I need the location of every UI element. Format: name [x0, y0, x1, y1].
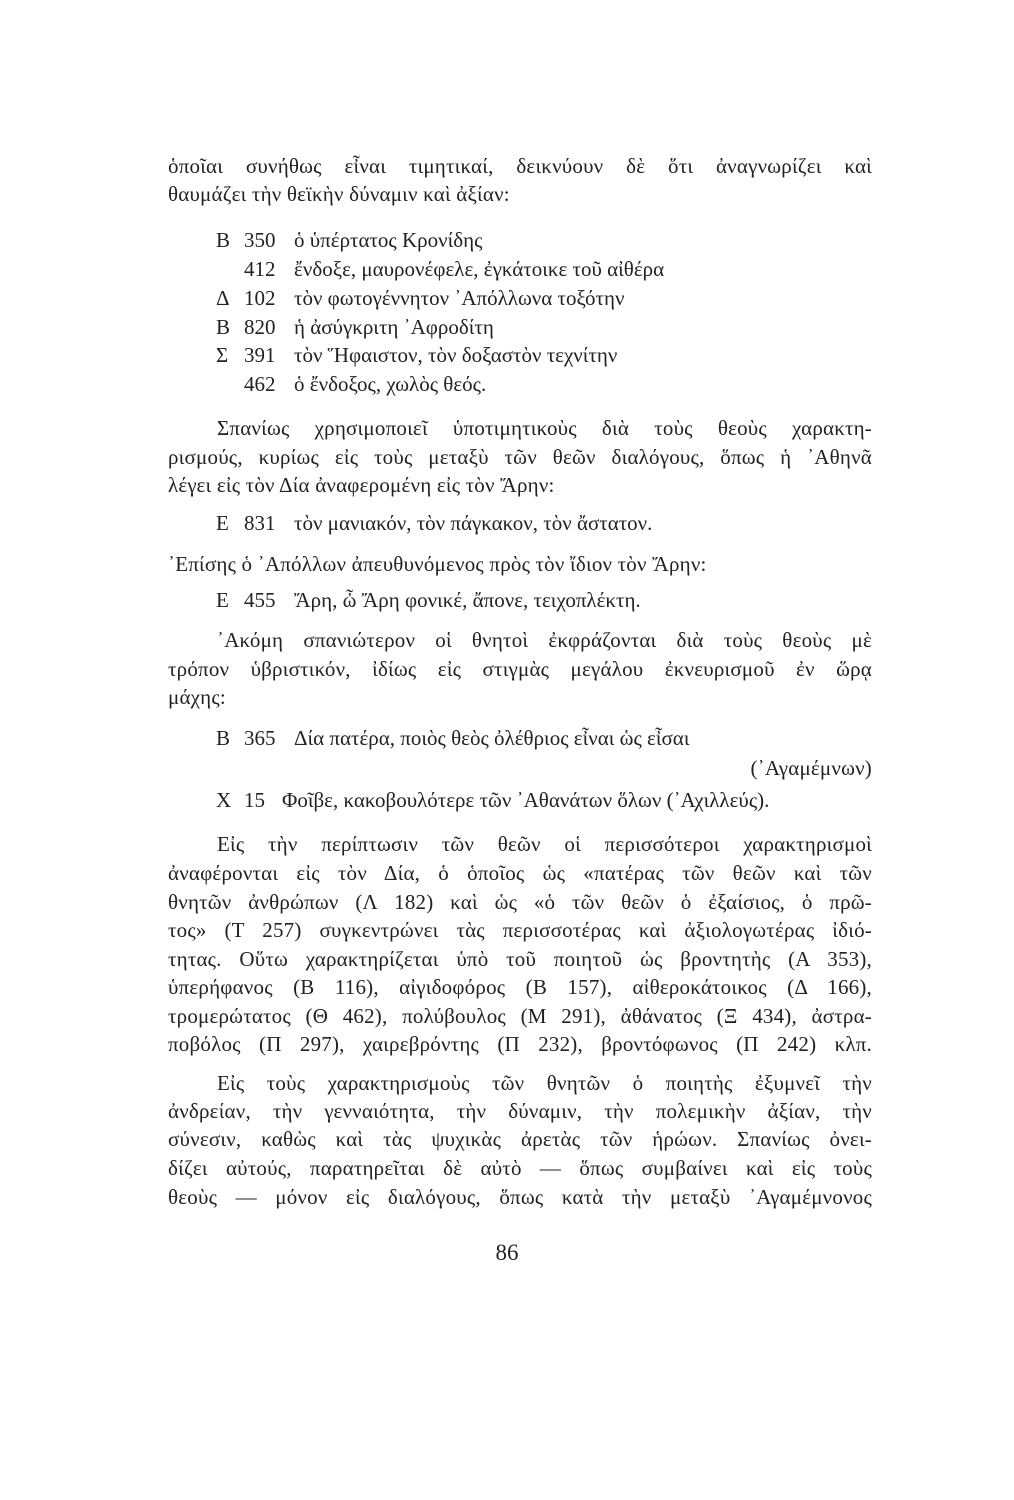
para6-line-4: δίζει αὐτούς, παρατηρεῖται δὲ αὐτὸ — ὅπως συμβαίνει καὶ εἰς τοὺς — [168, 1156, 872, 1180]
para5-line-2: ἀναφέρονται εἰς τὸν Δία, ὁ ὁποῖος ὡς «πατέρας τῶν θεῶν καὶ τῶν — [168, 861, 872, 885]
para4-line-1: ᾿Ακόμη σπανιώτερον οἱ θνητοὶ ἐκφράζονται διὰ τοὺς θεοὺς μὲ — [217, 628, 872, 652]
quote-row — [216, 506, 652, 540]
book-letter: Β — [216, 315, 231, 339]
para5-line-3: θνητῶν ἀνθρώπων (Λ 182) καὶ ὡς «ὁ τῶν θεῶν ὁ ἐξαίσιος, ὁ πρῶ- — [168, 890, 872, 914]
para5-line-6: ὑπερήφανος (Β 116), αἰγιδοφόρος (Β 157), αἰθεροκάτοικος (Δ 166), — [168, 975, 872, 999]
para4-line-3: μάχης: — [168, 685, 226, 709]
book-letter: Σ — [216, 343, 229, 367]
para5-line-8: ποβόλος (Π 297), χαιρεβρόντης (Π 232), βροντόφωνος (Π 242) κλπ. — [168, 1032, 872, 1056]
para5-line-7: τρομερώτατος (Θ 462), πολύβουλος (Μ 291), ἀθάνατος (Ξ 434), ἀστρα- — [168, 1004, 872, 1028]
verse-text: ὁ ὑπέρτατος Κρονίδης — [294, 228, 483, 252]
para4-line-2: τρόπον ὑβριστικόν, ἰδίως εἰς στιγμὰς μεγάλου ἐκνευρισμοῦ ἐν ὥρᾳ — [168, 657, 872, 681]
para2-line-1: Σπανίως χρησιμοποιεῖ ὑποτιμητικοὺς διὰ τοὺς θεοὺς χαρακτη- — [217, 416, 872, 440]
intro-line-1: ὁποῖαι συνήθως εἶναι τιμητικαί, δεικνύουν δὲ ὅτι ἀναγνωρίζει καὶ — [168, 154, 872, 178]
para6-line-5: θεοὺς — μόνον εἰς διαλόγους, ὅπως κατὰ τὴν μεταξὺ ᾿Αγαμέμνονος — [168, 1185, 872, 1209]
para5-line-4: τος» (Τ 257) συγκεντρώνει τὰς περισσοτέρας καὶ ἀξιολογωτέρας ἰδιό- — [168, 918, 872, 942]
verse-number: 350 — [244, 228, 276, 252]
verse-text: ἔνδοξε, μαυρονέφελε, ἐγκάτοικε τοῦ αἰθέρα — [294, 257, 665, 281]
para5-line-1: Εἰς τὴν περίπτωσιν τῶν θεῶν οἱ περισσότεροι χαρακτηρισμοὶ — [217, 832, 872, 856]
para3-line: ᾿Επίσης ὁ ᾿Απόλλων ἀπευθυνόμενος πρὸς τὸν ἴδιον τὸν Ἄρην: — [168, 552, 707, 576]
book-letter: Χ — [216, 788, 232, 812]
book-letter: Β — [216, 228, 231, 252]
book-letter: Δ — [216, 286, 230, 310]
verse-text: τὸν μανιακόν, τὸν πάγκακον, τὸν ἄστατον. — [294, 511, 653, 535]
para5-line-5: τητας. Οὕτω χαρακτηρίζεται ὑπὸ τοῦ ποιητοῦ ὡς βροντητὴς (Α 353), — [168, 947, 872, 971]
verse-number: 102 — [244, 286, 276, 310]
verse-text: Δία πατέρα, ποιὸς θεὸς ὀλέθριος εἶναι ὡς εἶσαι — [294, 726, 690, 750]
verse-number: 15 — [244, 788, 265, 812]
para2-line-2: ρισμούς, κυρίως εἰς τοὺς μεταξὺ τῶν θεῶν διαλόγους, ὅπως ἡ ᾿Αθηνᾶ — [168, 445, 872, 469]
verse-number: 820 — [244, 315, 276, 339]
verse-text: ὁ ἔνδοξος, χωλὸς θεός. — [294, 372, 487, 396]
para6-line-3: σύνεσιν, καθὼς καὶ τὰς ψυχικὰς ἀρετὰς τῶν ἡρώων. Σπανίως ὀνει- — [168, 1127, 872, 1151]
intro-line-2: θαυμάζει τὴν θεϊκὴν δύναμιν καὶ ἀξίαν: — [168, 182, 510, 206]
verse-number: 365 — [244, 726, 276, 750]
verse-number: 455 — [244, 588, 276, 612]
book-letter: Ε — [216, 588, 229, 612]
quote-row — [216, 583, 641, 617]
verse-number: 412 — [244, 257, 276, 281]
verse-text: τὸν Ἥφαιστον, τὸν δοξαστὸν τεχνίτην — [294, 343, 618, 367]
verse-number: 391 — [244, 343, 276, 367]
verse-text: Ἄρη, ὦ Ἄρη φονικέ, ἄπονε, τειχοπλέκτη. — [294, 588, 641, 612]
para6-line-1: Εἰς τοὺς χαρακτηρισμοὺς τῶν θνητῶν ὁ ποιητὴς ἐξυμνεῖ τὴν — [217, 1071, 872, 1095]
book-letter: Ε — [216, 511, 229, 535]
verse-text: τὸν φωτογέννητον ᾿Απόλλωνα τοξότην — [294, 286, 625, 310]
verse-number: 831 — [244, 511, 276, 535]
verse-text: Φοῖβε, κακοβουλότερε τῶν ᾿Αθανάτων ὅλων (᾿Αχιλλεύς). — [282, 788, 770, 812]
para2-line-3: λέγει εἰς τὸν Δία ἀναφερομένη εἰς τὸν Ἄρην: — [168, 473, 555, 497]
epithet-row — [216, 367, 486, 401]
speaker-attribution: (᾿Αγαμέμνων) — [750, 756, 872, 780]
quote-row — [216, 721, 689, 755]
para6-line-2: ἀνδρείαν, τὴν γενναιότητα, τὴν δύναμιν, τὴν πολεμικὴν ἀξίαν, τὴν — [168, 1099, 872, 1123]
verse-text: ἡ ἀσύγκριτη ᾿Αφροδίτη — [294, 315, 494, 339]
book-letter: Β — [216, 726, 231, 750]
verse-number: 462 — [244, 372, 276, 396]
quote-row — [216, 783, 769, 817]
page-number: 86 — [495, 1240, 519, 1265]
